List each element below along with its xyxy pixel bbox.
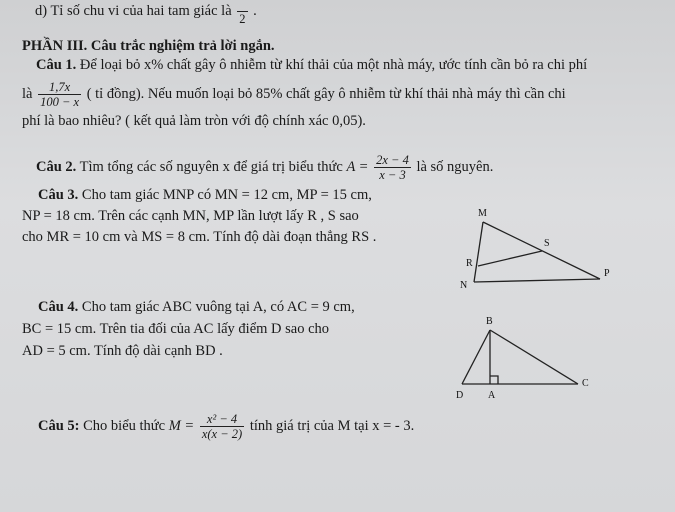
q5-label: Câu 5: bbox=[38, 417, 80, 434]
q1-line2 bbox=[22, 80, 566, 109]
q5-var: M = bbox=[168, 417, 195, 434]
q1-label: Câu 1. bbox=[36, 57, 77, 73]
q5-pre: Cho biểu thức bbox=[83, 417, 166, 434]
line-d-fraction bbox=[237, 0, 247, 26]
q4-line3: AD = 5 cm. Tính độ dài cạnh BD . bbox=[22, 343, 223, 359]
label-p: P bbox=[604, 268, 610, 279]
label-m: M bbox=[478, 208, 487, 219]
label-c: C bbox=[582, 378, 589, 389]
q3-label: Câu 3. bbox=[38, 187, 79, 203]
line-d-text: d) Tỉ số chu vi của hai tam giác là bbox=[35, 2, 232, 19]
q2-var: A = bbox=[346, 158, 369, 175]
q3-line1 bbox=[38, 186, 372, 204]
q5-fraction bbox=[200, 412, 244, 441]
q1-line3: phí là bao nhiêu? ( kết quả làm tròn với độ chính xác 0,05). bbox=[22, 113, 366, 129]
q1-frac-den: 100 − x bbox=[40, 95, 80, 109]
label-r: R bbox=[466, 258, 473, 269]
label-b: B bbox=[486, 316, 493, 327]
q5-post: tính giá trị của M tại x = - 3. bbox=[249, 417, 415, 434]
q2-label: Câu 2. bbox=[36, 158, 77, 175]
q5-frac-den: x(x − 2) bbox=[201, 427, 243, 441]
line-d-frac-den: 2 bbox=[239, 12, 246, 26]
label-a: A bbox=[488, 390, 496, 401]
q3-triangle-figure bbox=[460, 200, 650, 290]
q1-fraction bbox=[38, 80, 81, 109]
q1-line2-post: ( tỉ đồng). Nếu muốn loại bỏ 85% chất gây ô nhiễm từ khí thải nhà máy thì cần chi bbox=[86, 85, 566, 102]
q1-line1-text: Để loại bỏ x% chất gây ô nhiễm từ khí thải của một nhà máy, ước tính cần bỏ ra chi phí bbox=[79, 57, 588, 73]
q2-line bbox=[36, 153, 493, 182]
edge-bc bbox=[490, 330, 578, 384]
right-angle-mark bbox=[490, 376, 498, 384]
q3-line1-text: Cho tam giác MNP có MN = 12 cm, MP = 15 cm, bbox=[81, 187, 372, 203]
part3-title: PHẦN III. Câu trắc nghiệm trả lời ngắn. bbox=[22, 38, 275, 54]
q1-line2-pre: là bbox=[22, 85, 33, 102]
q2-fraction bbox=[374, 153, 411, 182]
line-d-tail: . bbox=[253, 2, 257, 19]
q2-pre: Tìm tổng các số nguyên x để giá trị biểu thức bbox=[79, 158, 343, 175]
label-n: N bbox=[460, 280, 468, 290]
q2-frac-num: 2x − 4 bbox=[376, 153, 409, 167]
label-s: S bbox=[544, 238, 550, 249]
q3-line3: cho MR = 10 cm và MS = 8 cm. Tính độ dài đoạn thẳng RS . bbox=[22, 229, 377, 245]
label-d: D bbox=[456, 390, 464, 401]
line-d-frac-num bbox=[237, 0, 247, 12]
q4-triangle-figure bbox=[450, 312, 600, 402]
line-d bbox=[35, 0, 257, 26]
q4-line1 bbox=[38, 298, 355, 316]
q5-line bbox=[38, 412, 414, 441]
edge-bd bbox=[462, 330, 490, 384]
edge-np bbox=[474, 279, 600, 282]
segment-rs bbox=[478, 251, 542, 266]
q2-post: là số nguyên. bbox=[416, 158, 494, 175]
edge-mn bbox=[474, 222, 483, 282]
q2-frac-den: x − 3 bbox=[379, 168, 406, 182]
q1-line1 bbox=[36, 56, 587, 74]
q4-label: Câu 4. bbox=[38, 299, 79, 315]
q5-frac-num: x² − 4 bbox=[200, 412, 244, 427]
q4-line1-text: Cho tam giác ABC vuông tại A, có AC = 9 cm, bbox=[81, 299, 355, 315]
q4-line2: BC = 15 cm. Trên tia đối của AC lấy điểm D sao cho bbox=[22, 321, 330, 337]
q1-frac-num: 1,7x bbox=[38, 80, 81, 95]
q3-line2: NP = 18 cm. Trên các cạnh MN, MP lần lượt lấy R , S sao bbox=[22, 208, 359, 224]
